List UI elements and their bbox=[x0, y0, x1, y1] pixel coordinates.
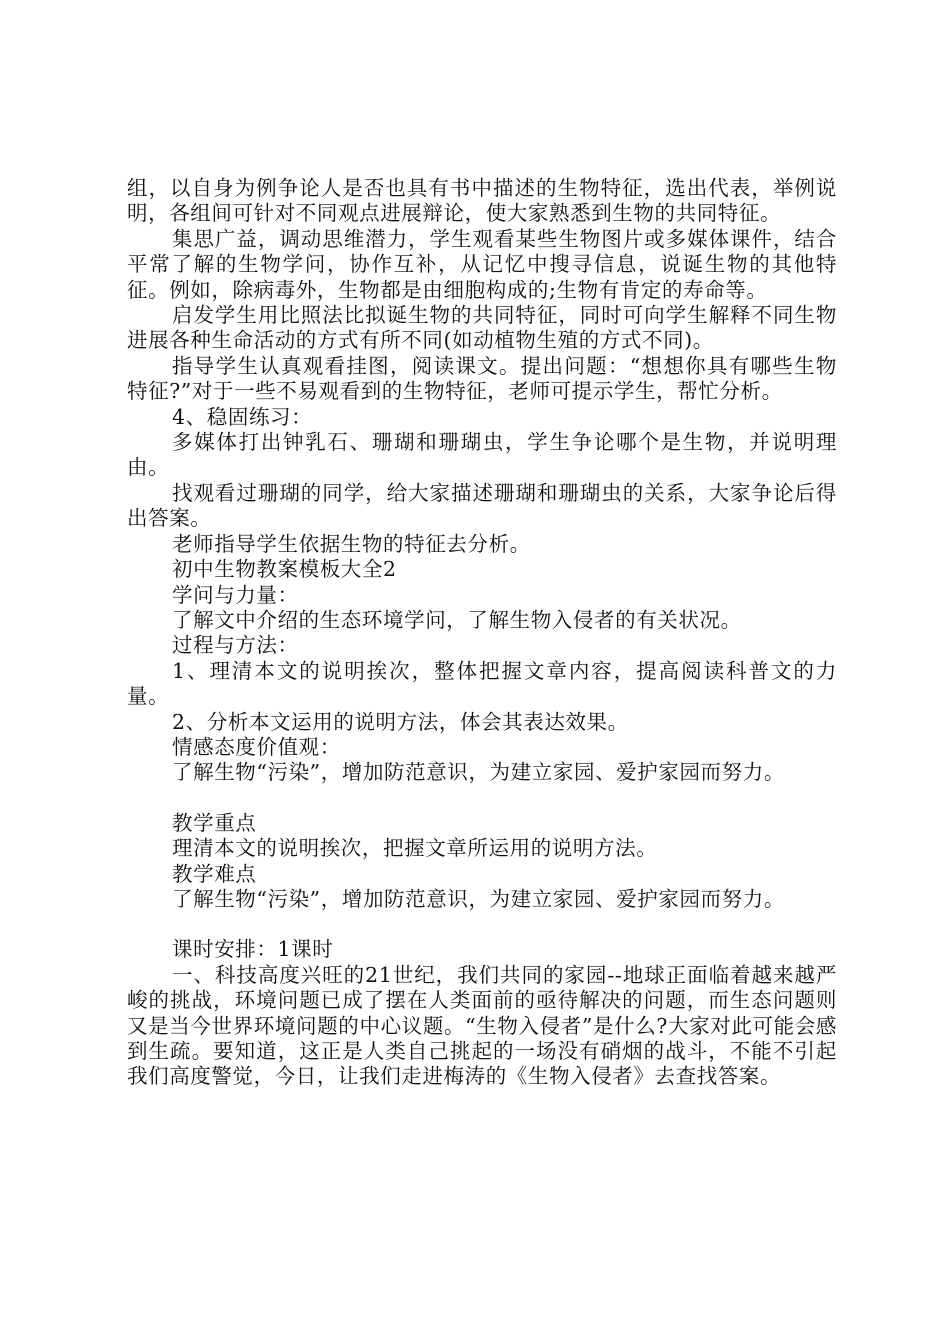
section-heading: 4、稳固练习： bbox=[172, 404, 313, 429]
paragraph: 找观看过珊瑚的同学，给大家描述珊瑚和珊瑚虫的关系，大家争论后得出答案。 bbox=[127, 480, 837, 531]
section-heading: 教学难点 bbox=[172, 861, 257, 886]
document-title: 初中生物教案模板大全2 bbox=[172, 557, 397, 582]
paragraph: 多媒体打出钟乳石、珊瑚和珊瑚虫，学生争论哪个是生物，并说明理由。 bbox=[127, 430, 837, 480]
blank-line bbox=[127, 912, 837, 937]
paragraph: 2、分析本文运用的说明方法，体会其表达效果。 bbox=[172, 709, 629, 734]
section-heading: 学问与力量： bbox=[172, 582, 299, 607]
paragraph: 一、科技高度兴旺的21世纪，我们共同的家园--地球正面临着越来越严峻的挑战，环境问题已成了摆在人类面前的亟待解决的问题，而生态问题则又是当今世界环境问题的中心议题。“生物入侵者”是什么?大家对此可能会感到生疏。要知道，这正是人类自己挑起的一场没有硝烟的战斗，不能不引起我们高度警觉，今日，让我们走进梅涛的《生物入侵者》去查找答案。 bbox=[127, 962, 837, 1089]
section-heading: 情感态度价值观： bbox=[172, 734, 341, 759]
paragraph: 启发学生用比照法比拟诞生物的共同特征，同时可向学生解释不同生物进展各种生命活动的方式有所不同(如动植物生殖的方式不同)。 bbox=[127, 303, 837, 353]
section-heading: 过程与方法： bbox=[172, 633, 299, 658]
paragraph: 1、理清本文的说明挨次，整体把握文章内容，提高阅读科普文的力量。 bbox=[127, 658, 837, 709]
paragraph: 了解生物“污染”，增加防范意识，为建立家园、爱护家园而努力。 bbox=[172, 760, 785, 785]
paragraph: 了解文中介绍的生态环境学问，了解生物入侵者的有关状况。 bbox=[172, 607, 742, 632]
paragraph: 老师指导学生依据生物的特征去分析。 bbox=[172, 531, 531, 556]
paragraph: 了解生物“污染”，增加防范意识，为建立家园、爱护家园而努力。 bbox=[172, 886, 785, 911]
paragraph: 理清本文的说明挨次，把握文章所运用的说明方法。 bbox=[172, 836, 658, 861]
paragraph: 课时安排：1课时 bbox=[172, 937, 334, 962]
document-page bbox=[127, 176, 837, 1090]
section-heading: 教学重点 bbox=[172, 810, 257, 835]
paragraph: 指导学生认真观看挂图，阅读课文。提出问题：“想想你具有哪些生物特征?”对于一些不易观看到的生物特征，老师可提示学生，帮忙分析。 bbox=[127, 353, 837, 404]
paragraph: 组，以自身为例争论人是否也具有书中描述的生物特征，选出代表，举例说明，各组间可针对不同观点进展辩论，使大家熟悉到生物的共同特征。 bbox=[127, 176, 837, 226]
blank-line bbox=[127, 786, 837, 811]
paragraph: 集思广益，调动思维潜力，学生观看某些生物图片或多媒体课件，结合平常了解的生物学问，协作互补，从记忆中搜寻信息，说诞生物的其他特征。例如，除病毒外，生物都是由细胞构成的;生物有肯定的寿命等。 bbox=[127, 226, 837, 302]
